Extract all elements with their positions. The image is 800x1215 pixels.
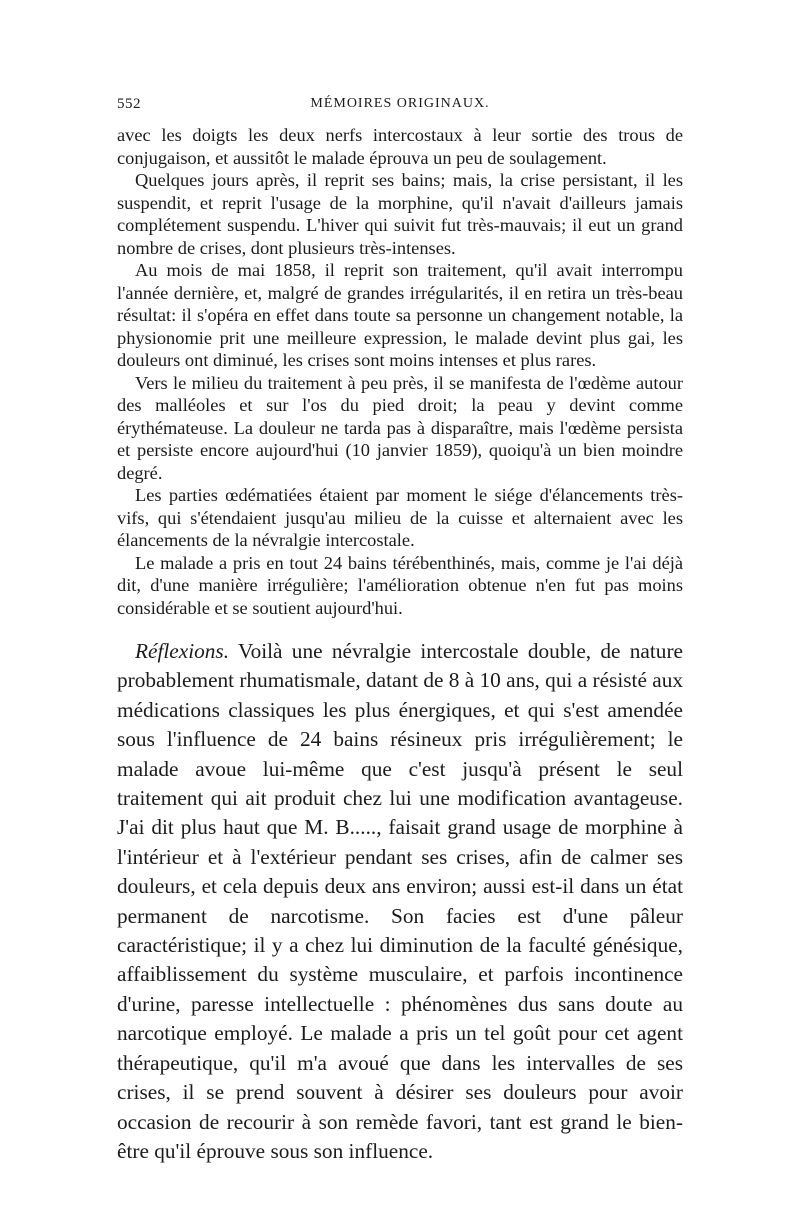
reflexions-heading: Réflexions. [135, 639, 230, 663]
reflexions-section [117, 637, 683, 1166]
paragraph: Vers le milieu du traitement à peu près, il se manifesta de l'œdème autour des malléoles et sur l'os du pied droit; la peau y devint comme érythémateuse. La douleur ne tarda pas à disparaître, mais l'œdème persista et persiste encore aujourd'hui (10 janvier 1859), quoiqu'à un bien moindre degré. [117, 372, 683, 483]
page-number: 552 [117, 96, 141, 112]
paragraph: Quelques jours après, il reprit ses bains; mais, la crise persistant, il les suspendit, et reprit l'usage de la morphine, qu'il n'avait d'ailleurs jamais complétement suspendu. L'hiver qui suivit fut très-mauvais; il eut un grand nombre de crises, dont plusieurs très-intenses. [117, 170, 683, 258]
running-title: MÉMOIRES ORIGINAUX. [310, 96, 490, 111]
paragraph: Les parties œdématiées étaient par moment le siége d'élancements très-vifs, qui s'étendaient jusqu'au milieu de la cuisse et alternaient avec les élancements de la névralgie intercostale. [117, 485, 683, 550]
book-page [117, 96, 683, 1166]
running-head [117, 96, 683, 120]
case-report-text [117, 124, 683, 619]
paragraph-continuation: avec les doigts les deux nerfs intercostaux à leur sortie des trous de conjugaison, et aussitôt le malade éprouva un peu de soulagement. [117, 125, 683, 168]
paragraph: Au mois de mai 1858, il reprit son traitement, qu'il avait interrompu l'année dernière, et, malgré de grandes irrégularités, il en retira un très-beau résultat: il s'opéra en effet dans toute sa personne un changement notable, la physionomie prit une meilleure expression, le malade devint plus gai, les douleurs ont diminué, les crises sont moins intenses et plus rares. [117, 260, 683, 370]
reflexions-paragraph [117, 637, 683, 1166]
reflexions-text: Voilà une névralgie intercostale double, de nature probablement rhumatismale, datant de 8 à 10 ans, qui a résisté aux médications classiques les plus énergiques, et qui s'est amendée sous l'influence de 24 bains résineux pris irrégulièrement; le malade avoue lui-même que c'est jusqu'à présent le seul traitement qui ait produit chez lui une modification avantageuse. J'ai dit plus haut que M. B....., faisait grand usage de morphine à l'intérieur et à l'extérieur pendant ses crises, afin de calmer ses douleurs, et cela depuis deux ans environ; aussi est-il dans un état permanent de narcotisme. Son facies est d'une pâleur caractéristique; il y a chez lui diminution de la faculté génésique, affaiblissement du système musculaire, et parfois incontinence d'urine, paresse intellectuelle : phénomènes dus sans doute au narcotique employé. Le malade a pris un tel goût pour cet agent thérapeutique, qu'il m'a avoué que dans les intervalles de ses crises, il se prend souvent à désirer ses douleurs pour avoir occasion de recourir à son remède favori, tant est grand le bien-être qu'il éprouve sous son influence. [117, 639, 683, 1163]
paragraph: Le malade a pris en tout 24 bains térébenthinés, mais, comme je l'ai déjà dit, d'une manière irrégulière; l'amélioration obtenue n'en fut pas moins considérable et se soutient aujourd'hui. [117, 552, 683, 618]
